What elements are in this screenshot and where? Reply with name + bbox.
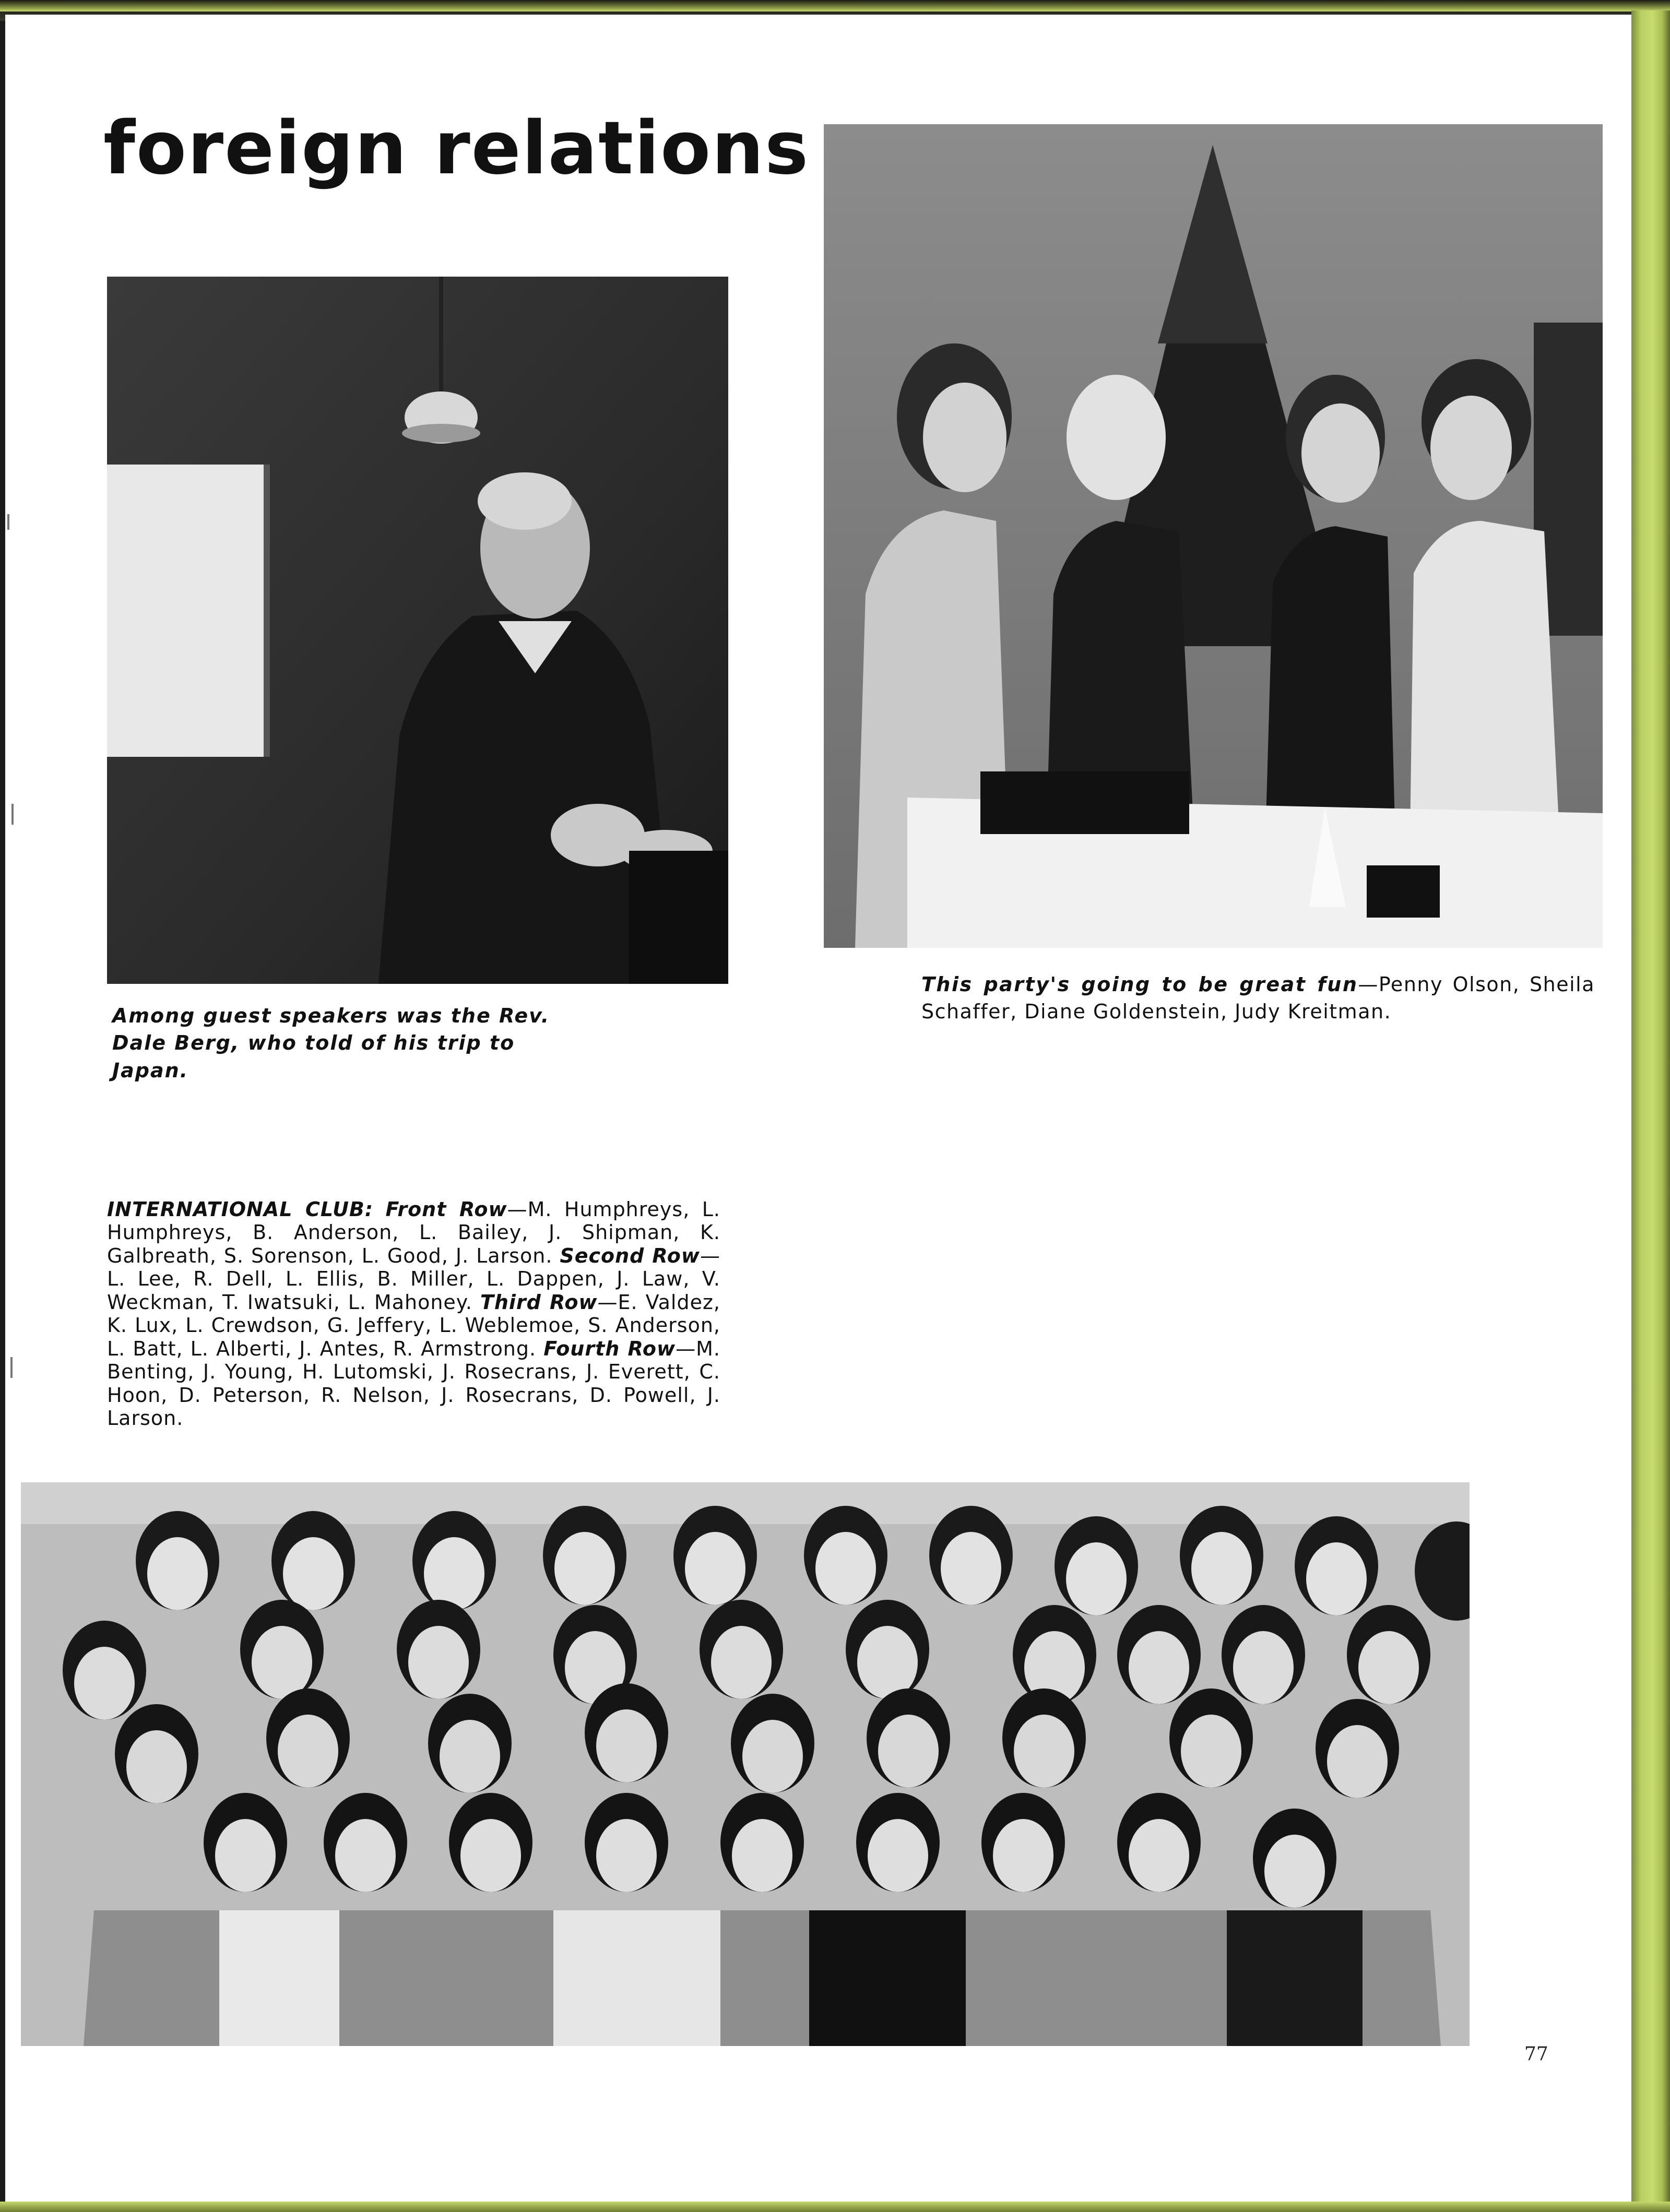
club-row-names: —M. Benting, J. Young, H. Lutomski, J. Rosecrans, J. Everett, C. Hoon, D. Peterson, R. Nelson, J. Rosecrans, D. Powell, J. Larson. (107, 1337, 720, 1430)
club-row-label: Second Row (560, 1244, 700, 1267)
party-caption-lead: This party's going to be great fun (921, 973, 1358, 996)
book-cover-edge (1631, 10, 1670, 2212)
club-group-photo (21, 1482, 1470, 2046)
speaker-photo (107, 277, 728, 984)
club-row-names: —L. Lee, R. Dell, L. Ellis, B. Miller, L. Dappen, J. Law, V. Weckman, T. Iwatsuki, L. Mahoney. (107, 1244, 720, 1314)
margin-mark (10, 1357, 13, 1378)
club-row-names: —M. Humphreys, L. Humphreys, B. Anderson, L. Bailey, J. Shipman, K. Galbreath, S. Sorenson, L. Good, J. Larson. (107, 1198, 720, 1267)
club-heading: INTERNATIONAL CLUB: (107, 1198, 374, 1221)
party-caption-names: —Penny Olson, Sheila Schaffer, Diane Goldenstein, Judy Kreitman. (921, 973, 1595, 1024)
party-photo (824, 124, 1603, 948)
book-cover-bottom (0, 2202, 1670, 2212)
book-cover-top (0, 0, 1670, 11)
page-title: foreign relations (103, 106, 810, 191)
page-number: 77 (1524, 2043, 1548, 2065)
club-row-label: Third Row (480, 1290, 598, 1314)
margin-mark (7, 514, 9, 530)
club-caption (107, 1198, 720, 1430)
club-row-label: Front Row (385, 1198, 507, 1221)
margin-mark (11, 804, 14, 825)
party-caption (921, 971, 1595, 1026)
club-row-names: —E. Valdez, K. Lux, L. Crewdson, G. Jeffery, L. Weblemoe, S. Anderson, L. Batt, L. Alberti, J. Antes, R. Armstrong. (107, 1290, 720, 1360)
speaker-caption: Among guest speakers was the Rev. Dale Berg, who told of his trip to Japan. (112, 1004, 550, 1082)
club-row-label: Fourth Row (543, 1337, 676, 1360)
